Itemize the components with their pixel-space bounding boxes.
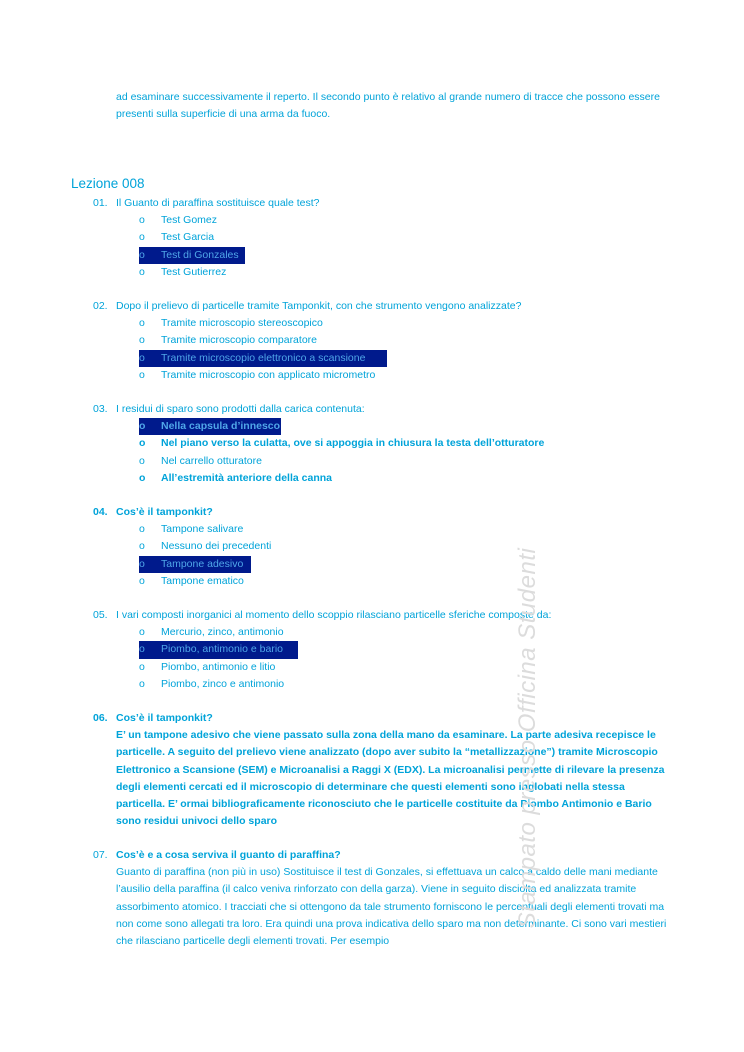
- option[interactable]: [139, 624, 298, 641]
- question-number: 02.: [93, 300, 108, 312]
- option-text: All’estremità anteriore della canna: [161, 471, 332, 484]
- option-text: Tramite microscopio stereoscopico: [161, 317, 323, 330]
- intro-paragraph: ad esaminare successivamente il reperto. Il secondo punto è relativo al grande numero di tracce che possono essere presenti sulla superficie di una arma da fuoco.: [116, 91, 660, 121]
- bullet-icon: o: [139, 454, 145, 467]
- bullet-icon: o: [139, 557, 145, 570]
- bullet-icon: o: [139, 626, 145, 639]
- lesson-title: Lezione 008: [71, 176, 145, 191]
- option[interactable]: [139, 435, 545, 452]
- option-text: Tramite microscopio con applicato micrometro: [161, 368, 376, 381]
- bullet-icon: o: [139, 231, 145, 244]
- option[interactable]: [139, 367, 387, 384]
- option-text: Piombo, antimonio e litio: [161, 660, 276, 673]
- bullet-icon: o: [139, 643, 145, 656]
- option[interactable]: [139, 453, 281, 470]
- option[interactable]: [139, 676, 298, 693]
- option[interactable]: [139, 264, 245, 281]
- options-list: [139, 315, 387, 384]
- option[interactable]: [139, 229, 245, 246]
- bullet-icon: o: [139, 523, 145, 536]
- question-number: 07.: [93, 849, 108, 861]
- option-selected[interactable]: [139, 641, 298, 658]
- option-selected[interactable]: [139, 418, 281, 435]
- option[interactable]: [139, 538, 272, 555]
- option-selected[interactable]: [139, 350, 387, 367]
- question-text: I vari composti inorganici al momento dello scoppio rilasciano particelle sferiche composte da:: [116, 609, 552, 621]
- answer-paragraph: [116, 864, 676, 950]
- option-text: Nella capsula d’innesco: [161, 420, 281, 433]
- question-text: Cos’è e a cosa serviva il guanto di paraffina?: [116, 849, 341, 861]
- option-text: Tampone adesivo: [161, 557, 244, 570]
- option-text: Nel piano verso la culatta, ove si appoggia in chiusura la testa dell’otturatore: [161, 437, 545, 450]
- question-text: Il Guanto di paraffina sostituisce quale test?: [116, 197, 320, 209]
- option-selected[interactable]: [139, 247, 245, 264]
- option-text: Test di Gonzales: [161, 248, 239, 261]
- bullet-icon: o: [139, 368, 145, 381]
- bullet-icon: o: [139, 540, 145, 553]
- option-text: Piombo, zinco e antimonio: [161, 677, 285, 690]
- option[interactable]: [139, 659, 298, 676]
- bullet-icon: o: [139, 248, 145, 261]
- options-list: [139, 212, 245, 281]
- option[interactable]: [139, 315, 387, 332]
- option[interactable]: [139, 332, 387, 349]
- answer-paragraph: [116, 727, 676, 830]
- option-selected[interactable]: [139, 556, 251, 573]
- option[interactable]: [139, 470, 332, 487]
- question-number: 05.: [93, 609, 108, 621]
- option[interactable]: [139, 573, 251, 590]
- answer-text: E’ un tampone adesivo che viene passato sulla zona della mano da esaminare. La parte adesiva recepisce le particelle. A seguito del prelievo viene analizzato (dopo aver subito la “metallizzazione”) tramite Microscopio Elettronico a Scansione (SEM) e Microanalisi a Raggi X (EDX). La microanalisi permette di rilevare la presenza degli elementi cercati ed il microscopio di determinare che questi elementi sono inglobati nella stessa particella. E’ ormai bibliograficamente riconosciuto che le particelle costituite da Piombo Antimonio e Bario sono residui univoci dello sparo: [116, 729, 665, 828]
- option-text: Test Gomez: [161, 214, 218, 227]
- option-text: Tramite microscopio comparatore: [161, 334, 317, 347]
- option-text: Test Garcia: [161, 231, 215, 244]
- options-list: [139, 418, 545, 487]
- option-text: Test Gutierrez: [161, 265, 227, 278]
- bullet-icon: o: [139, 420, 146, 433]
- bullet-icon: o: [139, 471, 146, 484]
- bullet-icon: o: [139, 677, 145, 690]
- options-list: [139, 521, 272, 590]
- options-list: [139, 624, 298, 693]
- watermark-text: Stampato presso Officina Studenti: [514, 547, 541, 929]
- bullet-icon: o: [139, 437, 146, 450]
- bullet-icon: o: [139, 265, 145, 278]
- option-text: Tramite microscopio elettronico a scansione: [161, 351, 366, 364]
- option[interactable]: [139, 521, 251, 538]
- question-number: 01.: [93, 197, 108, 209]
- question-number: 06.: [93, 712, 108, 724]
- question-text: Cos’è il tamponkit?: [116, 712, 213, 724]
- question-text: I residui di sparo sono prodotti dalla carica contenuta:: [116, 403, 365, 415]
- bullet-icon: o: [139, 334, 145, 347]
- answer-text: Guanto di paraffina (non più in uso) Sostituisce il test di Gonzales, si effettuava un calco a caldo delle mani mediante l’ausilio della paraffina (il calco veniva rinforzato con della garza). Viene in seguito disciolta ed analizzata tramite assorbimento atomico. I tracciati che si ottengono da tale strumento forniscono le percentuali degli elementi trovati ma non come sono allegati tra loro. Era quindi una prova indicativa dello sparo ma non determinante. Ci sono vari mestieri che rilasciano particelle degli elementi trovati. Per esempio: [116, 866, 667, 947]
- bullet-icon: o: [139, 574, 145, 587]
- bullet-icon: o: [139, 351, 145, 364]
- option-text: Piombo, antimonio e bario: [161, 643, 283, 656]
- question-text: Cos’è il tamponkit?: [116, 506, 213, 518]
- option-text: Mercurio, zinco, antimonio: [161, 626, 284, 639]
- option-text: Nessuno dei precedenti: [161, 540, 272, 553]
- option-text: Tampone salivare: [161, 523, 244, 536]
- bullet-icon: o: [139, 214, 145, 227]
- option-text: Nel carrello otturatore: [161, 454, 262, 467]
- option[interactable]: [139, 212, 245, 229]
- bullet-icon: o: [139, 317, 145, 330]
- question-number: 04.: [93, 506, 108, 518]
- option-text: Tampone ematico: [161, 574, 244, 587]
- question-text: Dopo il prelievo di particelle tramite Tamponkit, con che strumento vengono analizzate?: [116, 300, 522, 312]
- question-number: 03.: [93, 403, 108, 415]
- bullet-icon: o: [139, 660, 145, 673]
